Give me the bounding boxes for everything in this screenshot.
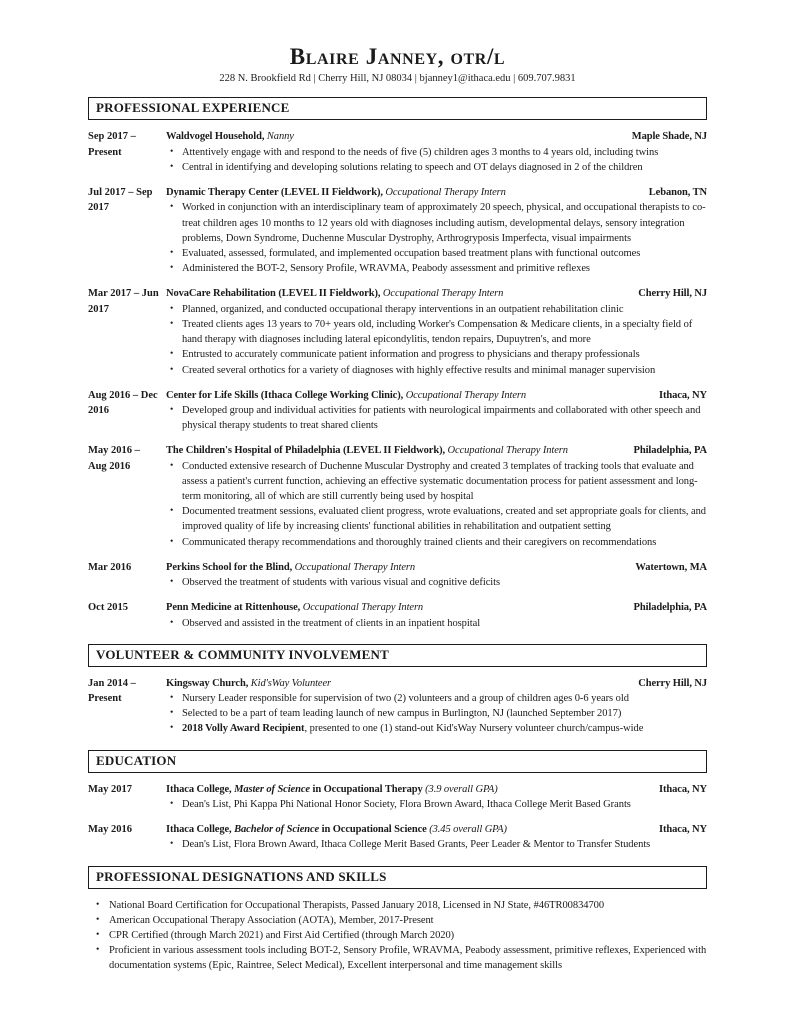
entry-title xyxy=(166,286,628,301)
entry-date: May 2017 xyxy=(88,783,133,795)
entry-location: Watertown, MA xyxy=(635,561,707,573)
entry-body xyxy=(166,782,707,812)
education-entry xyxy=(88,822,707,852)
entry-title-line xyxy=(166,129,707,144)
entry-bullet: • Central in identifying and developing solutions relating to speech and OT delays diagnosed in 2 of the children xyxy=(166,160,707,175)
entry-date: Jan 2014 – Present xyxy=(88,677,136,704)
skill-bullet: • CPR Certified (through March 2021) and First Aid Certified (through March 2020) xyxy=(88,928,707,943)
entry-bullet: • Created several orthotics for a variety of diagnoses with highly effective results and minimal manager supervision xyxy=(166,363,707,378)
entry-bullet: • Entrusted to accurately communicate patient information and progress to physicians and therapy professionals xyxy=(166,347,707,362)
entry-title xyxy=(166,822,649,837)
entry-title-line xyxy=(166,560,707,575)
entry-bullet: • Conducted extensive research of Duchenne Muscular Dystrophy and created 3 templates of tracking tools that evaluate and assess a patient's current function, achieving an effective systematic documentation process for patient assessment and long-term monitoring, all of which are still currently being used by hospital xyxy=(166,459,707,505)
entry-role: Kid'sWay Volunteer xyxy=(250,677,332,689)
entry-body xyxy=(166,560,707,590)
person-credential: otr/l xyxy=(450,44,506,69)
entry-bullet: • Nursery Leader responsible for supervision of two (2) volunteers and a group of children ages 0-6 years old xyxy=(166,691,707,706)
gpa: (3.45 overall GPA) xyxy=(429,824,507,836)
entry-role: Occupational Therapy Intern xyxy=(294,561,416,573)
entry-bullet: • Evaluated, assessed, formulated, and implemented occupation based treatment plans with functional outcomes xyxy=(166,246,707,261)
entry-location: Cherry Hill, NJ xyxy=(638,288,707,300)
entry-body xyxy=(166,129,707,175)
entry-role: Occupational Therapy Intern xyxy=(385,187,506,199)
entry-bullet: • Observed the treatment of students with various visual and cognitive deficits xyxy=(166,575,707,590)
entry-bullet: • Dean's List, Flora Brown Award, Ithaca College Merit Based Grants, Peer Leader & Mentor to Transfer Students xyxy=(166,837,707,852)
entry-bullet: • Planned, organized, and conducted occupational therapy interventions in an outpatient rehabilitation clinic xyxy=(166,302,707,317)
entry-org: Dynamic Therapy Center (LEVEL II Fieldwork), xyxy=(166,187,383,199)
experience-entry xyxy=(88,388,707,434)
entry-location: Ithaca, NY xyxy=(659,783,707,795)
skills-list xyxy=(88,898,707,974)
experience-entry xyxy=(88,129,707,175)
entry-date: Mar 2016 xyxy=(88,561,132,573)
entry-role: Occupational Therapy Intern xyxy=(405,389,527,401)
section-heading-volunteer: VOLUNTEER & COMMUNITY INVOLVEMENT xyxy=(88,644,707,667)
entry-date: Jul 2017 – Sep 2017 xyxy=(88,187,153,214)
entry-org: Center for Life Skills (Ithaca College Working Clinic), xyxy=(166,389,404,401)
entry-bullet: • Observed and assisted in the treatment of clients in an inpatient hospital xyxy=(166,616,707,631)
award-name: 2018 Volly Award Recipient xyxy=(182,723,305,735)
degree-name: Bachelor of Science xyxy=(234,824,320,836)
entry-title xyxy=(166,388,649,403)
degree-name: Master of Science xyxy=(234,783,310,795)
school-name: Ithaca College, xyxy=(166,824,232,836)
entry-title-line xyxy=(166,600,707,615)
entry-title xyxy=(166,600,624,615)
entry-body xyxy=(166,676,707,737)
entry-bullet: • Treated clients ages 13 years to 70+ years old, including Worker's Compensation & Medicare clients, in a specialty field of hand therapy with diagnoses including lateral epicondylitis, tendon repairs, Dupuytren's, and more xyxy=(166,317,707,347)
section-heading-education: EDUCATION xyxy=(88,750,707,773)
experience-entry xyxy=(88,185,707,276)
entry-body xyxy=(166,185,707,276)
section-heading-skills: PROFESSIONAL DESIGNATIONS AND SKILLS xyxy=(88,866,707,889)
entry-date: Aug 2016 – Dec 2016 xyxy=(88,389,158,416)
entry-title xyxy=(166,185,639,200)
person-name-text: Blaire Janney, xyxy=(289,44,445,69)
entry-location: Cherry Hill, NJ xyxy=(638,677,707,689)
entry-title-line xyxy=(166,676,707,691)
experience-entry xyxy=(88,286,707,377)
entry-title-line xyxy=(166,822,707,837)
entry-body xyxy=(166,600,707,630)
entry-body xyxy=(166,388,707,434)
entry-title xyxy=(166,560,625,575)
skill-bullet: • American Occupational Therapy Association (AOTA), Member, 2017-Present xyxy=(88,913,707,928)
entry-date: May 2016 xyxy=(88,824,133,836)
entry-title xyxy=(166,782,649,797)
education-entry xyxy=(88,782,707,812)
entry-bullet: • Selected to be a part of team leading launch of new campus in Burlington, NJ (launched September 2017) xyxy=(166,706,707,721)
entry-title-line xyxy=(166,286,707,301)
entry-bullet: • Documented treatment sessions, evaluated client progress, wrote evaluations, created and set appropriate goals for clients, and improved quality of life by increasing clients' functional abilities in rehabilitation and outpatient setting xyxy=(166,504,707,534)
entry-date: May 2016 – Aug 2016 xyxy=(88,445,140,472)
entry-role: Occupational Therapy Intern xyxy=(302,602,424,614)
experience-entry xyxy=(88,560,707,590)
entry-body xyxy=(166,822,707,852)
section-heading-experience: PROFESSIONAL EXPERIENCE xyxy=(88,97,707,120)
skill-bullet: • Proficient in various assessment tools including BOT-2, Sensory Profile, WRAVMA, Peabody assessment, primitive reflexes, Experienced with documentation systems (Epic, Raintree, Select Medical), Excellent interpersonal and time management skills xyxy=(88,943,707,973)
entry-bullet: • Worked in conjunction with an interdisciplinary team of approximately 20 speech, physical, and occupational therapists to co-treat children ages 10 months to 12 years old with diagnoses including autism, developmental delays, sensory integration problems, Down Syndrome, Duchenne Muscular Dystrophy, Arthrogryposis Imperfecta, visual impairments xyxy=(166,200,707,246)
experience-entry xyxy=(88,600,707,630)
skill-bullet: • National Board Certification for Occupational Therapists, Passed January 2018, Licensed in NJ State, #46TR00834700 xyxy=(88,898,707,913)
entry-bullet: • Attentively engage with and respond to the needs of five (5) children ages 3 months to 4 years old, including twins xyxy=(166,145,707,160)
entry-role: Nanny xyxy=(266,131,294,143)
entry-location: Philadelphia, PA xyxy=(633,445,707,457)
entry-body xyxy=(166,443,707,550)
entry-title xyxy=(166,443,624,458)
entry-location: Maple Shade, NJ xyxy=(631,131,707,143)
entry-org: Penn Medicine at Rittenhouse, xyxy=(166,602,301,614)
person-name xyxy=(88,44,707,70)
entry-bullet: • Communicated therapy recommendations and thoroughly trained clients and their caregivers on recommendations xyxy=(166,535,707,550)
gpa: (3.9 overall GPA) xyxy=(425,783,498,795)
entry-org: Kingsway Church, xyxy=(166,677,249,689)
entry-role: Occupational Therapy Intern xyxy=(447,445,568,457)
entry-title xyxy=(166,129,622,144)
entry-org: The Children's Hospital of Philadelphia (LEVEL II Fieldwork), xyxy=(166,445,446,457)
entry-bullet: • Dean's List, Phi Kappa Phi National Honor Society, Flora Brown Award, Ithaca College Merit Based Grants xyxy=(166,797,707,812)
entry-date: Oct 2015 xyxy=(88,602,128,614)
entry-bullet: • Developed group and individual activities for patients with neurological impairments and collaborated with other speech and physical therapy students to treat shared clients xyxy=(166,403,707,433)
entry-org: NovaCare Rehabilitation (LEVEL II Fieldwork), xyxy=(166,288,381,300)
entry-org: Waldvogel Household, xyxy=(166,131,265,143)
entry-role: Occupational Therapy Intern xyxy=(382,288,504,300)
entry-location: Ithaca, NY xyxy=(659,389,707,401)
contact-line: 228 N. Brookfield Rd | Cherry Hill, NJ 08034 | bjanney1@ithaca.edu | 609.707.9831 xyxy=(219,73,576,85)
award-description: , presented to one (1) stand-out Kid'sWay Nursery volunteer church/campus-wide xyxy=(304,723,644,735)
entry-bullet: • Administered the BOT-2, Sensory Profile, WRAVMA, Peabody assessment and primitive reflexes xyxy=(166,261,707,276)
entry-bullet-award xyxy=(166,721,707,736)
entry-location: Ithaca, NY xyxy=(659,824,707,836)
volunteer-entry xyxy=(88,676,707,737)
school-name: Ithaca College, xyxy=(166,783,232,795)
entry-date: Mar 2017 – Jun 2017 xyxy=(88,288,159,315)
degree-field: in Occupational Science xyxy=(321,824,427,836)
entry-location: Lebanon, TN xyxy=(648,187,707,199)
entry-title-line xyxy=(166,388,707,403)
entry-location: Philadelphia, PA xyxy=(633,602,707,614)
entry-title-line xyxy=(166,185,707,200)
entry-title xyxy=(166,676,628,691)
entry-body xyxy=(166,286,707,377)
entry-org: Perkins School for the Blind, xyxy=(166,561,293,573)
entry-title-line xyxy=(166,782,707,797)
degree-field: in Occupational Therapy xyxy=(312,783,423,795)
entry-title-line xyxy=(166,443,707,458)
experience-entry xyxy=(88,443,707,550)
entry-date: Sep 2017 – Present xyxy=(88,131,136,158)
